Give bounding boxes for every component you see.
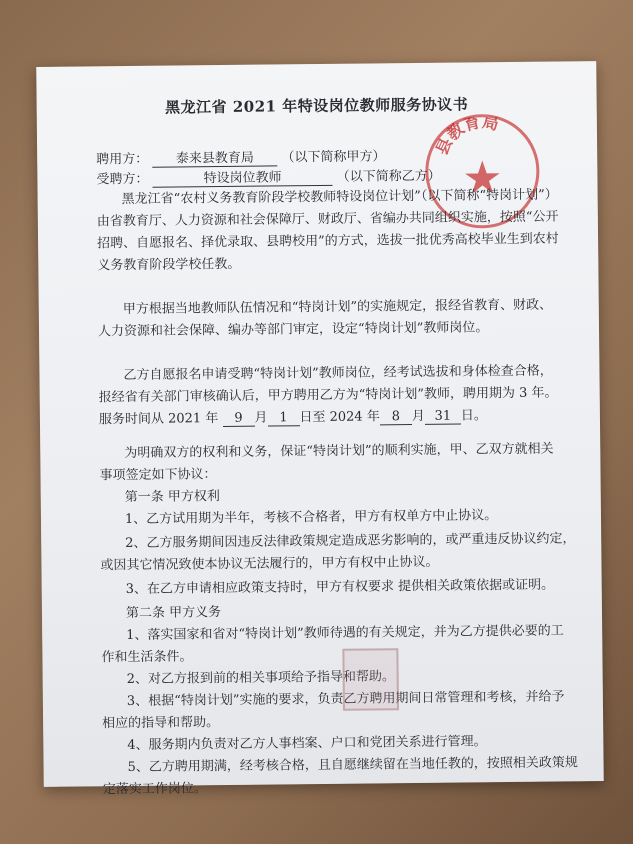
end-month: 8 bbox=[380, 409, 412, 425]
party-b-label: 受聘方： bbox=[96, 171, 149, 188]
agreement-page bbox=[36, 61, 604, 798]
body-line: 第一条 甲方权利 bbox=[124, 489, 220, 506]
body-line: 相应的指导和帮助。 bbox=[102, 715, 220, 732]
party-a-suffix: （以下简称甲方） bbox=[281, 149, 386, 166]
body-line: 4、服务期内负责对乙方人事档案、户口和党团关系进行管理。 bbox=[127, 734, 487, 754]
service-suffix: 日。 bbox=[460, 408, 487, 424]
body-line: 甲方根据当地教师队伍情况和“特岗计划”的实施规定，报经省教育、财政、 bbox=[122, 297, 553, 318]
body-line: 报经省有关部门审核确认后，甲方聘用乙方为“特岗计划”教师，聘用期为 3 年。 bbox=[98, 385, 558, 406]
body-line: 1、乙方试用期为半年，考核不合格者，甲方有权单方中止协议。 bbox=[124, 508, 498, 528]
end-day: 31 bbox=[425, 409, 461, 425]
service-prefix: 服务时间从 2021 年 bbox=[98, 411, 219, 428]
page-title: 黑龙江省 2021 年特设岗位教师服务协议书 bbox=[164, 95, 469, 117]
body-line: 定落实工作岗位。 bbox=[102, 781, 207, 798]
body-line: 1、落实国家和省对“特岗计划”教师待遇的有关规定，并为乙方提供必要的工 bbox=[126, 623, 564, 644]
body-line: 乙方自愿报名申请受聘“特岗计划”教师岗位，经考试选拔和身体检查合格， bbox=[123, 363, 553, 384]
body-line: 作和生活条件。 bbox=[101, 649, 193, 666]
body-line: 招聘、自愿报名、择优录取、县聘校用”的方式，选拔一批优秀高校毕业生到农村 bbox=[97, 231, 559, 252]
party-b-value: 特设岗位教师 bbox=[152, 166, 332, 188]
service-mid3: 月 bbox=[411, 408, 425, 425]
body-line: 3、根据“特岗计划”实施的要求，负责乙方聘用期间日常管理和考核，并给予 bbox=[126, 689, 565, 710]
party-a-value: 泰来县教育局 bbox=[152, 146, 277, 167]
start-month: 9 bbox=[222, 411, 254, 427]
body-line: 3、在乙方申请相应政策支持时，甲方有权要求 提供相关政策依据或证明。 bbox=[125, 577, 555, 598]
body-line: 事项签定如下协议： bbox=[99, 467, 217, 484]
body-line: 2、对乙方报到前的相关事项给予指导和帮助。 bbox=[126, 669, 396, 688]
body-line: 或因其它情况致使本协议无法履行的，甲方有权中止协议。 bbox=[100, 554, 439, 574]
svg-text:县教育局: 县教育局 bbox=[432, 116, 501, 158]
body-line: 黑龙江省“农村义务教育阶段学校教师特设岗位计划”（以下简称“特岗计划”） bbox=[121, 187, 558, 208]
faded-stamp bbox=[342, 648, 399, 711]
service-period-row bbox=[99, 404, 487, 428]
body-line: 为明确双方的权利和义务，保证“特岗计划”的顺利实施，甲、乙双方就相关 bbox=[124, 441, 554, 462]
body-line: 由省教育厅、人力资源和社会保障厅、财政厅、省编办共同组织实施，按照“公开 bbox=[96, 209, 559, 230]
party-b-suffix: （以下简称乙方） bbox=[336, 168, 441, 185]
body-line: 5、乙方聘用期满，经考核合格，且自愿继续留在当地任教的，按照相关政策规 bbox=[127, 755, 578, 776]
party-a-label: 聘用方： bbox=[96, 151, 149, 168]
service-mid1: 月 bbox=[254, 410, 268, 426]
start-day: 1 bbox=[267, 410, 299, 426]
body-line: 2、乙方服务期间因违反法律政策规定造成恶劣影响的，或严重违反协议约定， bbox=[125, 531, 576, 552]
body-line: 人力资源和社会保障、编办等部门审定，设定“特岗计划”教师岗位。 bbox=[97, 320, 489, 340]
body-line: 义务教育阶段学校任教。 bbox=[97, 256, 241, 274]
body-line: 第二条 甲方义务 bbox=[125, 605, 222, 622]
service-mid2: 日至 2024 年 bbox=[299, 409, 380, 426]
